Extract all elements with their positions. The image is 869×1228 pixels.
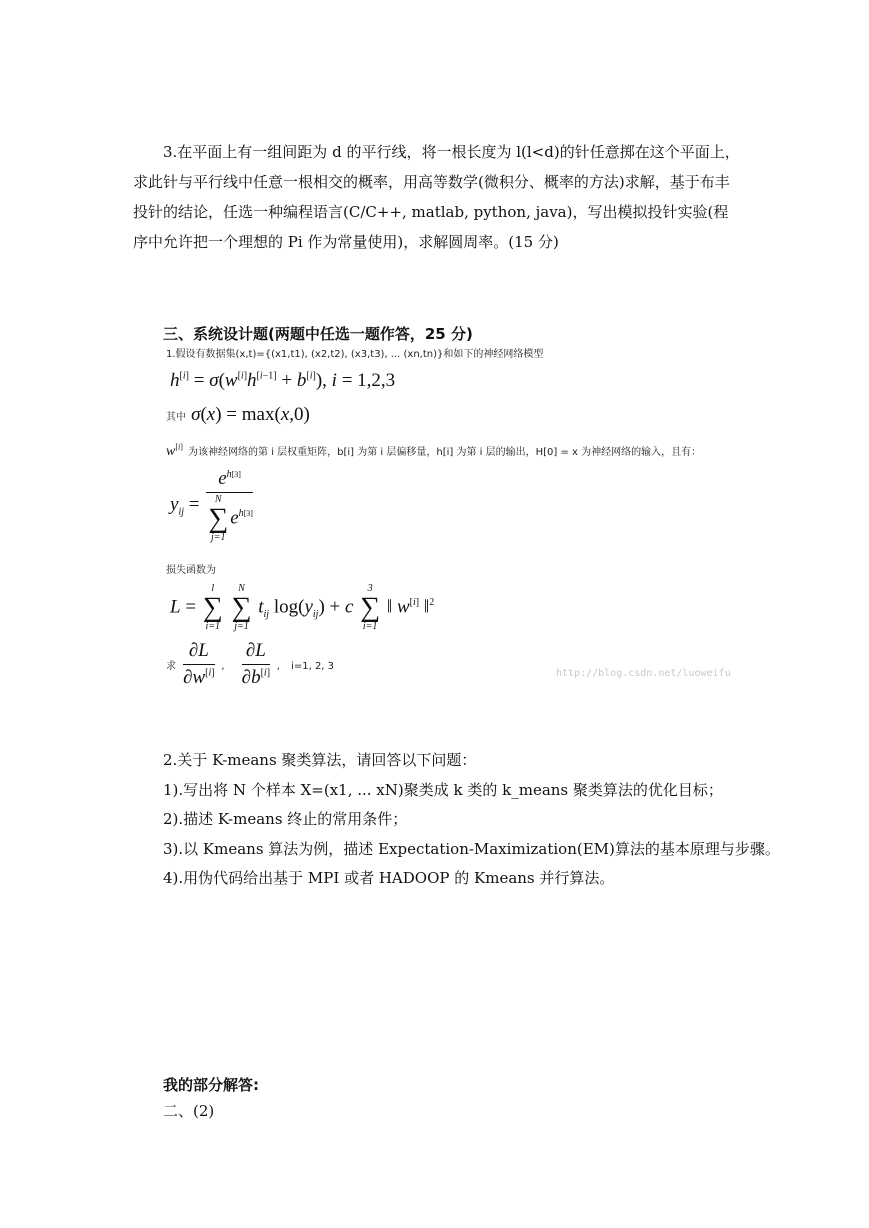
question-3-line: 3.在平面上有一组间距为 d 的平行线，将一根长度为 l(l<d)的针任意掷在这个平面上， [163, 143, 740, 161]
derivatives-question: 求 $\frac{\partial L}{\partial w^{[i]}}$ , $\frac{\partial L}{\partial b^{[i]}}$ , i=1, 2, 3 [166, 640, 335, 688]
dl-db: $\frac{\partial L}{\partial b^{[i]}}$ [241, 640, 271, 688]
loss-formula: L = l ∑ i=1 N ∑ j=1 $t_{ij}$ $\log(y_{ij}) + c$ 3 ∑ i=1 ‖ w[i] ‖$^2$ [170, 583, 435, 632]
where-label: 其中 [166, 412, 186, 423]
question-3-line: 序中允许把一个理想的 Pi 作为常量使用)，求解圆周率。(15 分) [133, 233, 559, 251]
answers-heading: 我的部分解答: [163, 1076, 259, 1094]
question-3-line: 投针的结论，任选一种编程语言(C/C++, matlab, python, java)，写出模拟投针实验(程 [133, 203, 729, 221]
softmax-fraction: $e^{h[3]}$ N ∑ j=1 $e^{h[3]}$ [208, 468, 253, 543]
kmeans-line: 2.关于 K-means 聚类算法，请回答以下问题： [163, 751, 477, 769]
kmeans-line: 3).以 Kmeans 算法为例，描述 Expectation-Maximization(EM)算法的基本原理与步骤。 [163, 839, 780, 858]
dataset-intro: 1.假设有数据集(x,t)={(x1,t1), (x2,t2), (x3,t3), ... (xn,tn)}和如下的神经网络模型 [166, 349, 544, 360]
activation-definition [166, 404, 310, 426]
definitions-text: 为该神经网络的第 i 层权重矩阵，b[i] 为第 i 层偏移量，h[i] 为第 i 层的输出，H[0] = x 为神经网络的输入，且有： [188, 447, 702, 458]
definitions-line [166, 440, 701, 460]
ask-label: 求 [166, 660, 176, 672]
watermark: http://blog.csdn.net/luoweifu [556, 668, 731, 679]
section-3-heading: 三、系统设计题(两题中任选一题作答，25 分) [163, 325, 473, 343]
ask-indices: i=1, 2, 3 [291, 660, 335, 672]
kmeans-line: 2).描述 K-means 终止的常用条件； [163, 810, 408, 828]
kmeans-questions [163, 746, 823, 894]
relu-formula: σ(x) = max(x,0) [191, 404, 310, 425]
kmeans-line: 4).用伪代码给出基于 MPI 或者 HADOOP 的 Kmeans 并行算法。 [163, 869, 615, 887]
softmax-formula: $y_{ij}$ = $e^{h[3]}$ N ∑ j=1 $e^{h[3]}$ [170, 468, 253, 543]
layer-formula: h[i] = σ(w[i]h[i−1] + b[i]), i = 1,2,3 [170, 370, 396, 391]
dl-dw: $\frac{\partial L}{\partial w^{[i]}}$ [183, 640, 215, 688]
weight-symbol: w[i] [166, 442, 183, 459]
kmeans-line: 1).写出将 N 个样本 X=(x1, ... xN)聚类成 k 类的 k_means 聚类算法的优化目标； [163, 780, 723, 799]
answers-first-item: 二、(2) [163, 1102, 215, 1120]
question-3-line: 求此针与平行线中任意一根相交的概率，用高等数学(微积分、概率的方法)求解，基于布丰 [133, 173, 730, 191]
loss-label: 损失函数为 [166, 565, 216, 576]
question-3-paragraph [133, 137, 753, 257]
